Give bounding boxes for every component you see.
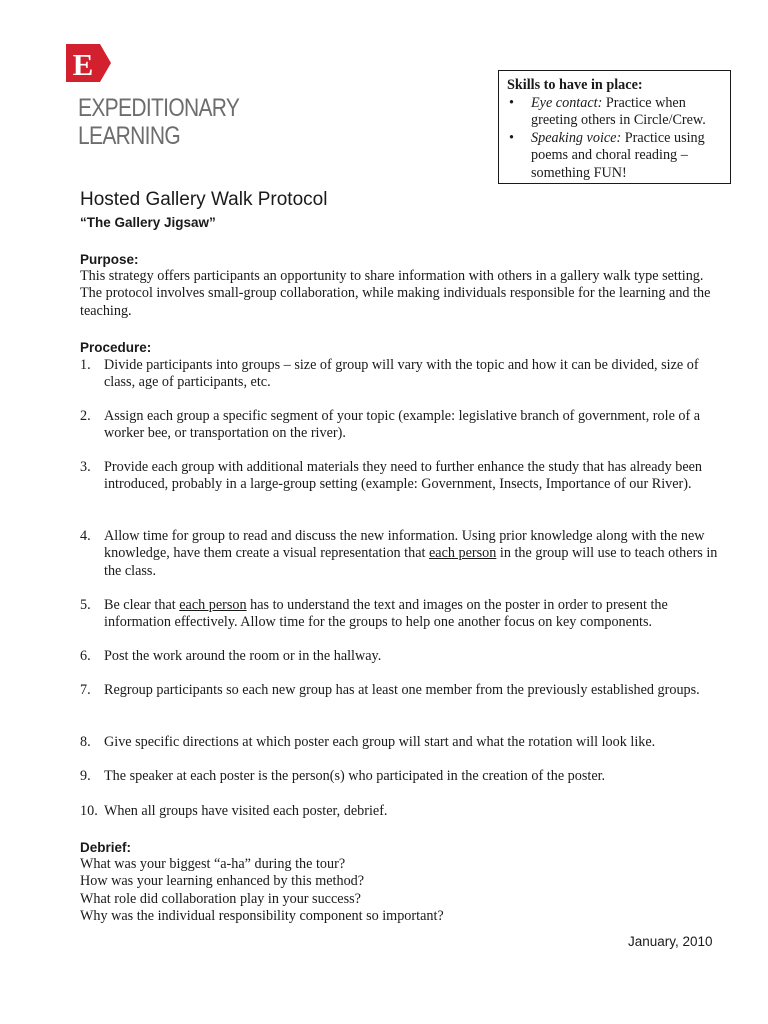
step-number: 2. [80,408,91,424]
procedure-heading: Procedure: [80,340,152,355]
debrief-questions [80,856,444,925]
step-text [104,528,718,580]
skills-item-label: Eye contact: [531,94,603,111]
step-number: 1. [80,357,91,373]
step-text: When all groups have visited each poster, debrief. [104,803,388,819]
step-number: 7. [80,682,91,698]
skills-title: Skills to have in place: [507,77,643,93]
debrief-heading: Debrief: [80,840,132,855]
emphasis-underline: each person [179,597,247,613]
purpose-heading: Purpose: [80,252,139,267]
step-text-part: has to understand the text and images on the poster in order to present the information effectively. Allow time for the groups to help one another focus on key components. [104,597,668,631]
skills-item-text: Practice using poems and choral reading – something FUN! [531,129,705,181]
purpose-text: This strategy offers participants an opportunity to share information with others in a gallery walk type setting. The protocol involves small-group collaboration, while making individuals responsible for the learning and the teaching. [80,268,711,319]
step-text: The speaker at each poster is the person(s) who participated in the creation of the poster. [104,768,606,784]
page-subtitle: “The Gallery Jigsaw” [80,215,216,230]
step-number: 5. [80,597,91,613]
skills-box [498,70,731,184]
debrief-question: What role did collaboration play in your success? [80,890,361,907]
step-number: 6. [80,648,91,664]
debrief-question: Why was the individual responsibility component so important? [80,907,444,924]
step-text: Regroup participants so each new group has at least one member from the previously established groups. [104,682,700,698]
skills-item-text: Practice when greeting others in Circle/Crew. [531,94,706,128]
document-date: January, 2010 [628,934,713,949]
logo-text-line-1: EXPEDITIONARY [78,94,240,122]
step-text: Provide each group with additional materials they need to further enhance the study that has already been introduced, probably in a large-group setting (example: Government, Insects, Importance of our River). [104,459,703,493]
step-text-part: in the group will use to teach others in the class. [104,545,718,579]
bullet-icon: • [509,129,514,146]
step-text-part: Allow time for group to read and discuss the new information. Using prior knowledge along with the new knowledge, have them create a visual representation that [104,528,705,562]
step-number: 9. [80,768,91,784]
debrief-question: What was your biggest “a-ha” during the tour? [80,856,346,872]
emphasis-underline: each person [429,545,497,562]
skills-item [507,130,724,183]
logo-text-line-2: LEARNING [78,122,180,150]
logo-mark-icon [66,44,111,82]
step-text: Divide participants into groups – size of group will vary with the topic and how it can be divided, size of class, age of participants, etc. [104,357,699,391]
step-number: 4. [80,528,91,544]
logo-mark-letter: E [72,47,94,82]
step-text: Give specific directions at which poster each group will start and what the rotation will look like. [104,734,656,750]
step-text: Post the work around the room or in the hallway. [104,648,382,664]
skills-list [507,95,724,183]
bullet-icon: • [509,94,514,111]
step-text-part: Be clear that [104,597,180,613]
step-number: 3. [80,459,91,475]
step-text: Assign each group a specific segment of your topic (example: legislative branch of government, role of a worker bee, or transportation on the river). [104,408,701,442]
skills-item [507,95,724,130]
expeditionary-learning-logo [66,44,240,154]
step-number: 10. [80,803,98,819]
page-title: Hosted Gallery Walk Protocol [80,189,328,210]
step-text [104,597,718,632]
debrief-question: How was your learning enhanced by this method? [80,873,365,890]
step-number: 8. [80,734,91,750]
skills-item-label: Speaking voice: [531,129,622,146]
